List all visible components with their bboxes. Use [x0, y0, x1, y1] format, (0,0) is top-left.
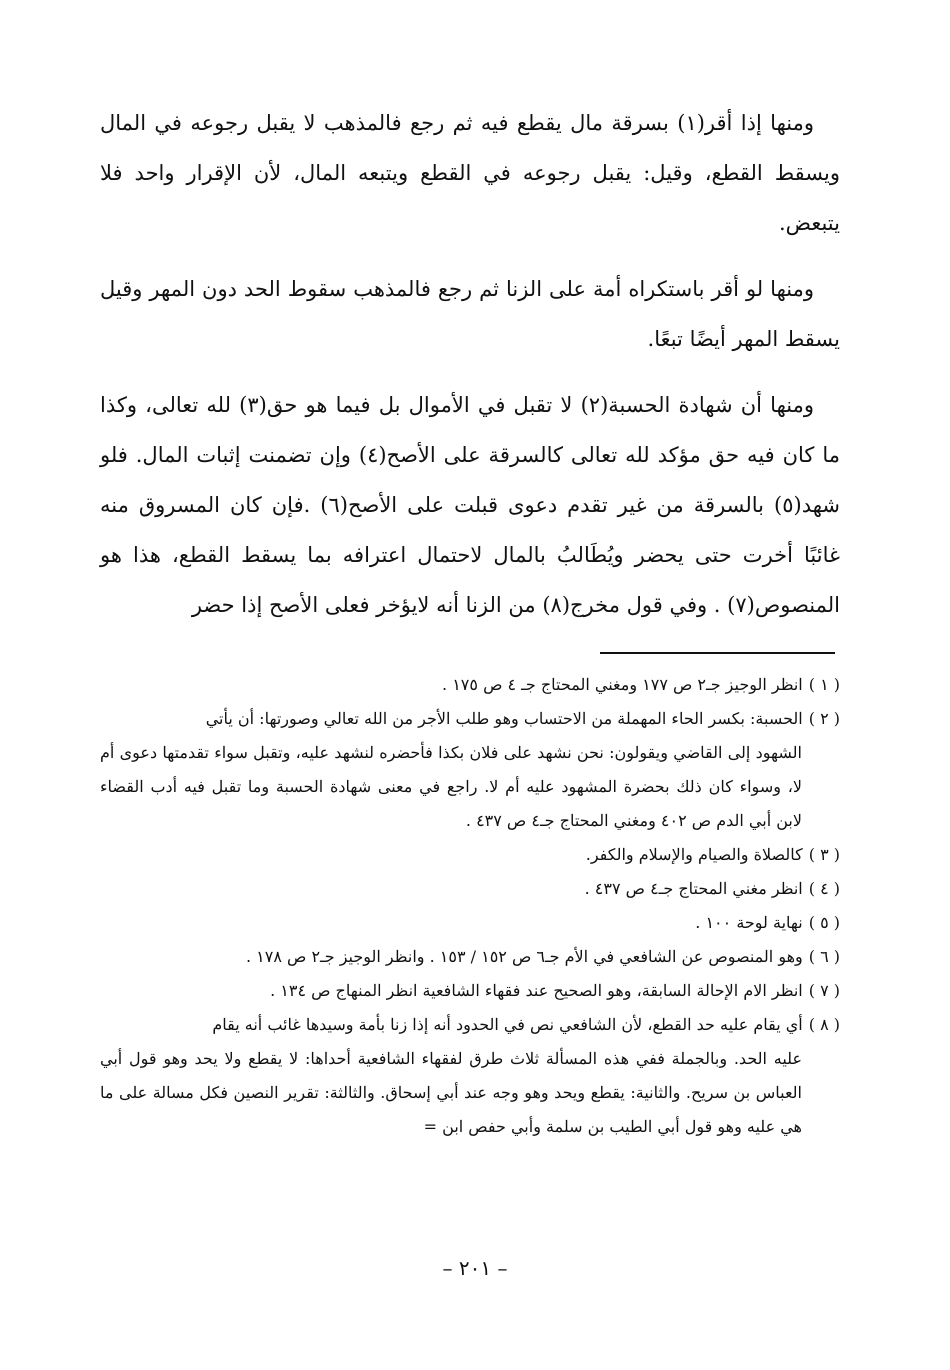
footnote-2: ( ٢ )الحسبة: بكسر الحاء المهملة من الاحتساب وهو طلب الأجر من الله تعالي وصورتها: أن يأتي الشهود إلى القاضي ويقولون: نحن نشهد على فلان بكذا فأحضره لنشهد عليه، وتقبل سواء تقدمتها دعوى أم لا، وسواء كان ذلك بحضرة المشهود عليه أم لا. راجع في معنى شهادة الحسبة وما تقبل فيه أدب القضاء لابن أبي الدم ص ٤٠٢ ومغني المحتاج جـ٤ ص ٤٣٧ . — [100, 702, 840, 838]
footnote-5: ( ٥ )نهاية لوحة ١٠٠ . — [695, 913, 840, 932]
footnote-7: ( ٧ )انظر الام الإحالة السابقة، وهو الصحيح عند فقهاء الشافعية انظر المنهاج ص ١٣٤ . — [270, 981, 840, 1000]
paragraph-1: ومنها إذا أقر(١) بسرقة مال يقطع فيه ثم رجع فالمذهب لا يقبل رجوعه في المال ويسقط القطع، وقيل: يقبل رجوعه في القطع ويتبعه المال، لأن الإقرار واحد فلا يتبعض. — [100, 111, 840, 235]
page-number: – ٢٠١ – — [442, 1256, 508, 1280]
footnotes — [100, 668, 840, 1144]
paragraph-2: ومنها لو أقر باستكراه أمة على الزنا ثم رجع فالمذهب سقوط الحد دون المهر وقيل يسقط المهر أيضًا تبعًا. — [100, 277, 840, 351]
main-text — [100, 98, 840, 630]
footnote-8: ( ٨ )أي يقام عليه حد القطع، لأن الشافعي نص في الحدود أنه إذا زنا بأمة وسيدها غائب أنه يقام عليه الحد. وبالجملة ففي هذه المسألة ثلاث طرق لفقهاء الشافعية أحداها: لا يقطع ولا يحد وهو قول أبي العباس بن سريح. والثانية: يقطع ويحد وهو وجه عند أبي إسحاق. والثالثة: تقرير النصين فكل مسالة على ما هي عليه وهو قول أبي الطيب بن سلمة وأبي حفص ابن = — [100, 1008, 840, 1144]
footnote-1: ( ١ )انظر الوجيز جـ٢ ص ١٧٧ ومغني المحتاج جـ ٤ ص ١٧٥ . — [442, 675, 840, 694]
footnote-2-continuation: الشهود إلى القاضي ويقولون: نحن نشهد على فلان بكذا فأحضره لنشهد عليه، وتقبل سواء تقدمتها دعوى أم لا، وسواء كان ذلك بحضرة المشهود عليه أم لا. راجع في معنى شهادة الحسبة وما تقبل فيه أدب القضاء لابن أبي الدم ص ٤٠٢ ومغني المحتاج جـ٤ ص ٤٣٧ . — [100, 743, 802, 830]
footnote-separator — [600, 652, 835, 654]
footnote-4: ( ٤ )انظر مغني المحتاج جـ٤ ص ٤٣٧ . — [584, 879, 840, 898]
footnote-6: ( ٦ )وهو المنصوص عن الشافعي في الأم جـ٦ ص ١٥٢ / ١٥٣ . وانظر الوجيز جـ٢ ص ١٧٨ . — [245, 947, 840, 966]
paragraph-3: ومنها أن شهادة الحسبة(٢) لا تقبل في الأموال بل فيما هو حق(٣) لله تعالى، وكذا ما كان فيه حق مؤكد لله تعالى كالسرقة على الأصح(٤) وإن تضمنت إثبات المال. فلو شهد(٥) بالسرقة من غير تقدم دعوى قبلت على الأصح(٦) .فإن كان المسروق منه غائبًا أخرت حتى يحضر ويُطَالبُ بالمال لاحتمال اعترافه بما يسقط القطع، هذا هو المنصوص(٧) . وفي قول مخرج(٨) من الزنا أنه لايؤخر فعلى الأصح إذا حضر — [100, 393, 840, 617]
footnote-3: ( ٣ )كالصلاة والصيام والإسلام والكفر. — [585, 845, 840, 864]
footnote-8-continuation: عليه الحد. وبالجملة ففي هذه المسألة ثلاث طرق لفقهاء الشافعية أحداها: لا يقطع ولا يحد وهو قول أبي العباس بن سريح. والثانية: يقطع ويحد وهو وجه عند أبي إسحاق. والثالثة: تقرير النصين فكل مسالة على ما هي عليه وهو قول أبي الطيب بن سلمة وأبي حفص ابن = — [100, 1049, 802, 1136]
